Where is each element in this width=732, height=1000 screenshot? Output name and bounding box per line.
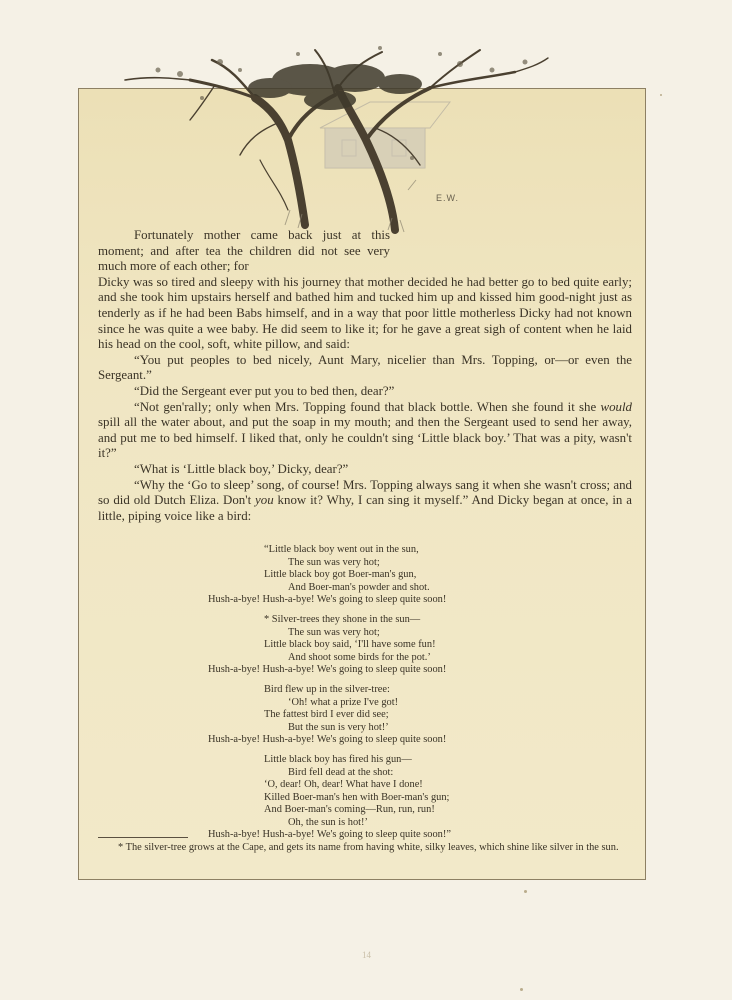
paragraph-text: “Not gen'rally; only when Mrs. Topping found that black bottle. When she found it she — [134, 399, 601, 414]
paragraph: “You put peoples to bed nicely, Aunt Mary, nicelier than Mrs. Topping, or—or even the Sergeant.” — [98, 352, 632, 383]
poem-line: Bird flew up in the silver-tree: — [264, 683, 390, 695]
footnote: * The silver-tree grows at the Cape, and gets its name from having white, silky leaves, which shine like silver in the sun. — [118, 842, 619, 853]
page-number: 14 — [362, 950, 371, 960]
paper-spot — [524, 890, 527, 893]
poem-line: “Little black boy went out in the sun, — [264, 544, 419, 555]
poem-chorus: Hush-a-bye! Hush-a-bye! We's going to sleep quite soon! — [208, 594, 447, 606]
paragraph: “What is ‘Little black boy,’ Dicky, dear?” — [134, 461, 349, 476]
poem-stanza — [208, 614, 568, 677]
poem-line: And Boer-man's coming—Run, run, run! — [264, 804, 435, 816]
poem-line: ‘Oh! what a prize I've got! — [288, 696, 399, 708]
paper-spot — [520, 988, 523, 991]
emphasis: you — [255, 493, 274, 508]
poem-chorus: Hush-a-bye! Hush-a-bye! We's going to sleep quite soon! — [208, 734, 447, 746]
paragraph — [98, 478, 632, 525]
poem-chorus: Hush-a-bye! Hush-a-bye! We's going to sleep quite soon!” — [208, 829, 451, 841]
paragraph — [98, 400, 632, 462]
poem-line: Killed Boer-man's hen with Boer-man's gun; — [264, 791, 450, 803]
opening-paragraph-start: Fortunately mother came back just at this moment; and after tea the children did not see very much more of each other; for — [98, 228, 390, 274]
poem-line: Oh, the sun is hot!’ — [288, 816, 368, 828]
poem-line: The fattest bird I ever did see; — [264, 709, 389, 721]
story-text — [98, 228, 632, 524]
poem-stanza — [208, 684, 568, 747]
paragraph-text: spill all the water about, and put the soap in my mouth; and then the Sergeant used to send her away, and put me to bed himself. I liked that, only he couldn't sing ‘Little black boy.’ That was a pity, wasn't it?” — [98, 415, 632, 461]
poem-line: The sun was very hot; — [288, 626, 380, 638]
paper-spot — [660, 94, 662, 96]
illustrator-signature: E.W. — [436, 193, 460, 203]
paragraph: “Did the Sergeant ever put you to bed then, dear?” — [134, 383, 395, 398]
paragraph-text: “Why the ‘Go to sleep’ song, of course! Mrs. Topping always sang it when she wasn't cross; and so did old Dutch Eliza. Don't — [98, 477, 632, 508]
poem-line: Bird fell dead at the shot: — [288, 766, 394, 778]
poem-stanza — [208, 754, 568, 842]
poem-line: Little black boy has fired his gun— — [264, 753, 412, 765]
paragraph: Dicky was so tired and sleepy with his journey that mother decided he had better go to bed quite early; and she took him upstairs herself and bathed him and tucked him up and kissed him good-night just as tenderly as if he had been Babs himself, and in a way that poor little motherless Dicky had not known since he was quite a wee baby. He did seem to like it; for he gave a great sigh of content when he laid his head on the cool, soft, white pillow, and said: — [98, 274, 632, 352]
poem-line: The sun was very hot; — [288, 556, 380, 568]
poem-line: And Boer-man's powder and shot. — [288, 581, 430, 593]
footnote-rule — [98, 837, 188, 838]
poem-line: But the sun is very hot!’ — [288, 721, 389, 733]
poem-stanza — [208, 544, 568, 607]
poem-line: * Silver-trees they shone in the sun— — [264, 613, 421, 625]
paragraph-text: know it? Why, I can sing it myself.” And Dicky began at once, in a little, piping voice like a bird: — [98, 493, 632, 523]
poem-chorus: Hush-a-bye! Hush-a-bye! We's going to sleep quite soon! — [208, 664, 447, 676]
lullaby-poem — [208, 544, 568, 849]
tree-illustration — [120, 40, 550, 250]
poem-line: Little black boy said, ‘I'll have some fun! — [264, 639, 436, 651]
poem-line: And shoot some birds for the pot.’ — [288, 651, 431, 663]
emphasis: would — [600, 399, 632, 414]
poem-line: ‘O, dear! Oh, dear! What have I done! — [264, 779, 423, 791]
poem-line: Little black boy got Boer-man's gun, — [264, 569, 417, 581]
